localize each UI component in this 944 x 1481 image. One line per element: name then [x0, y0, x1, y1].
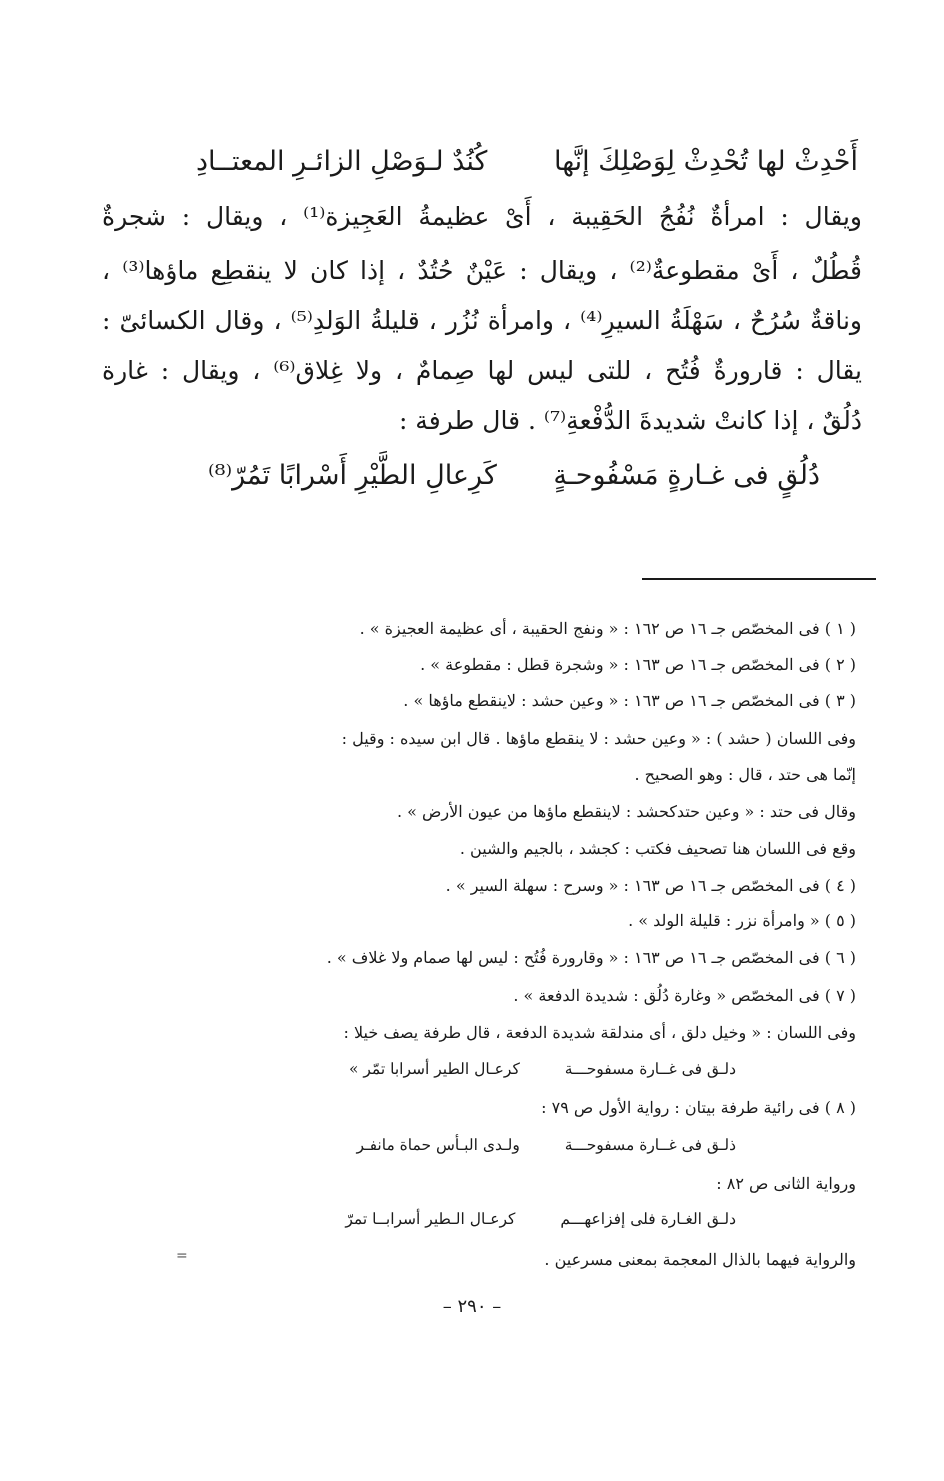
footnote-3-line-5: وقع فى اللسان هنا تصحيف فكتب : كجشد ، بالجيم والشين . [459, 839, 856, 858]
verse-first-half: دُلُقٍ فى غـارةٍ مَسْفُوحـةٍ [553, 460, 820, 491]
footnote-8: ( ٨ ) فى رائية طرفة بيتان : رواية الأول ص ٧٩ : [541, 1098, 856, 1117]
footnote-verse-3 [345, 1210, 736, 1228]
footnote-separator [642, 578, 876, 580]
footnote-3-line-3: إنّما هى حتد ، قال : وهو الصحيح . [634, 765, 856, 784]
text-line-4: يقال : قارورةٌ فُتُح ، للتى ليس لها صِمامٌ ، ولا غِلاق⁽⁶⁾ ، ويقال : غارة [102, 356, 862, 385]
text-line-2: قُطُلٌ ، أَىْ مقطوعةٌ⁽²⁾ ، ويقال : عَيْنٌ حُتُدٌ ، إذا كان لا ينقطِع ماؤها⁽³⁾ ، [102, 256, 862, 285]
text-line-1: ويقال : امرأةٌ نُفُجُ الحَقِيبة ، أَىْ عظيمةُ العَجِيزة⁽¹⁾ ، ويقال : شجرةٌ [102, 202, 862, 231]
footnote-7: ( ٧ ) فى المخصّص « وغارة دُلُق : شديدة الدفعة » . [513, 986, 856, 1005]
verse-first-half: دلـق فى غــارة مسفوحـــة [564, 1060, 736, 1078]
footnote-5: ( ٥ ) « وامرأة نزر : قليلة الولد » . [628, 911, 856, 930]
verse-second-half: كرعـال الطير أسرابا تمّر » [348, 1060, 520, 1078]
footnote-6: ( ٦ ) فى المخصّص جـ ١٦ ص ١٦٣ : « وقارورة فُتُح : ليس لها صمام ولا غلاف » . [326, 948, 856, 967]
footnote-3: ( ٣ ) فى المخصّص جـ ١٦ ص ١٦٣ : « وعين حشد : لاينقطع ماؤها » . [403, 691, 856, 710]
footnote-2: ( ٢ ) فى المخصّص جـ ١٦ ص ١٦٣ : « وشجرة قطل : مقطوعة » . [420, 655, 856, 674]
verse-first-half: دلـق الغـارة فلى إفزاعهـــم [560, 1210, 736, 1228]
verse-second-half: كرعـال الـطير أسرابــا تمرّ [345, 1210, 516, 1228]
footnote-verse-1 [349, 1060, 736, 1078]
verse-second-half: ولـدى البـأس حماة مانفـر [356, 1136, 520, 1154]
footnote-8-line-3: والرواية فيهما بالذال المعجمة بمعنى مسرعين . [544, 1250, 856, 1269]
footnote-verse-2 [356, 1136, 736, 1154]
text-line-5: دُلُقٌ ، إذا كانتْ شديدةَ الدُّفْعةِ⁽⁷⁾ . قال طرفة : [398, 406, 862, 435]
verse-second-half: كَرِعالِ الطَّيْرِ أَسْرابًا تَمُرّ⁽⁸⁾ [208, 460, 497, 491]
footnote-7-line-2: وفى اللسان : « وخيل دلق ، أى مندلقة شديدة الدفعة ، قال طرفة يصف خيلا : [343, 1023, 856, 1042]
text-line-3: وناقةٌ سُرُحٌ ، سَهْلَةُ السيرِ⁽⁴⁾ ، وامرأة نُزُر ، قليلةُ الوَلدِ⁽⁵⁾ ، وقال الكسائىّ : [102, 306, 863, 335]
footnote-3-line-4: وقال فى حتد : « وعين حتدكحشد : لاينقطع ماؤها من عيون الأرض » . [396, 802, 856, 821]
footnote-4: ( ٤ ) فى المخصّص جـ ١٦ ص ١٦٣ : « وسرح : سهلة السير » . [445, 876, 856, 895]
footnote-1: ( ١ ) فى المخصّص جـ ١٦ ص ١٦٢ : « ونفج الحقيبة ، أى عظيمة العجيزة » . [359, 619, 856, 638]
side-mark: = [176, 1248, 188, 1264]
verse-first-half: ذلـق فى غــارة مسفوحـــة [564, 1136, 736, 1154]
verse-first-half: أَحْدِثْ لها تُحْدِثْ لِوَصْلِكَ إنَّها [553, 146, 858, 177]
footnote-8-line-2: ورواية الثانى ص ٨٢ : [716, 1174, 856, 1193]
page-number: – ٢٩٠ – [442, 1296, 502, 1317]
verse-second-half: كُنُدٌ لـوَصْلِ الزائـرِ المعتــادِ [195, 146, 488, 177]
verse-line-2 [208, 456, 820, 496]
verse-line-1 [196, 142, 858, 182]
footnote-3-line-2: وفى اللسان ( حشد ) : « وعين حشد : لا ينقطع ماؤها . قال ابن سيده : وقيل : [341, 729, 856, 748]
